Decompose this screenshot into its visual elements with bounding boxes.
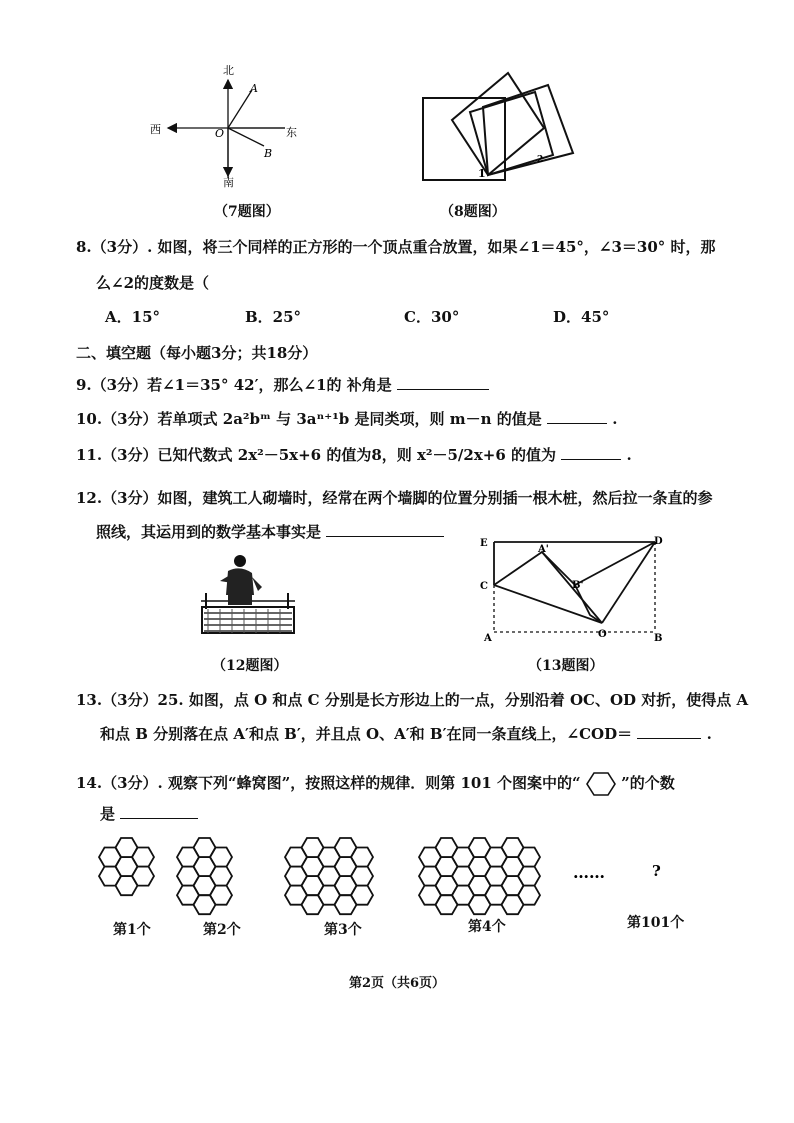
figure-7-caption: （7题图） <box>214 204 280 220</box>
question-9 <box>76 374 489 395</box>
question-9-answer-blank[interactable] <box>397 375 489 390</box>
vertex-a-label: A <box>484 633 492 644</box>
question-12-answer-blank[interactable] <box>326 522 444 537</box>
west-label: 西 <box>150 123 161 136</box>
vertex-o-label: O <box>598 629 607 640</box>
question-11: 11.（3分）已知代数式 2x²－5x+6 的值为8，则 x²－5/2x+6 的值为 . <box>76 446 632 464</box>
honeycomb-cell <box>210 867 232 886</box>
point-a-label: A <box>250 82 258 95</box>
angle-1-label: 1 <box>478 167 486 180</box>
question-14-line-1: 14.（3分）. 观察下列“蜂窝图”，按照这样的规律．则第 101 个图案中的“ ”的个数 <box>76 771 675 797</box>
question-10-text: 10.（3分）若单项式 2a²bᵐ 与 3aⁿ⁺¹b 是同类项，则 m－n 的值是 <box>76 410 542 428</box>
hexagon-icon <box>586 771 616 797</box>
honeycomb-cell <box>132 848 154 867</box>
figure-8-squares <box>420 65 580 185</box>
vertex-a-prime-label: A' <box>538 544 549 555</box>
honeycomb-caption-101: 第101个 <box>627 915 685 931</box>
question-11-answer-blank[interactable] <box>561 445 621 460</box>
question-12-line-2: 照线，其运用到的数学基本事实是 <box>96 521 444 542</box>
question-12-line-1: 12.（3分）如图，建筑工人砌墙时，经常在两个墙脚的位置分别插一根木桩，然后拉一条直的参 <box>76 489 713 507</box>
vertex-b-label: B <box>654 633 663 644</box>
question-14-line-2: 是 <box>100 803 198 824</box>
question-14-answer-blank[interactable] <box>120 804 198 819</box>
option-b: B．25° <box>245 308 302 326</box>
angle-2-label: 2 <box>537 155 544 165</box>
honeycomb-cell <box>518 867 540 886</box>
question-10: 10.（3分）若单项式 2a²bᵐ 与 3aⁿ⁺¹b 是同类项，则 m－n 的值是 . <box>76 410 618 428</box>
vertex-e-label: E <box>480 538 488 549</box>
question-8-line-1: 8.（3分）. 如图，将三个同样的正方形的一个顶点重合放置，如果∠1＝45°，∠3＝30° 时，那 <box>76 238 716 256</box>
honeycomb-caption-4: 第4个 <box>468 919 506 935</box>
vertex-b-prime-label: B' <box>572 580 584 591</box>
honeycomb-caption-3: 第3个 <box>324 922 362 938</box>
honeycomb-figures <box>90 826 710 918</box>
honeycomb-question-mark: ? <box>652 862 661 880</box>
question-8-line-2: 么∠2的度数是（ <box>96 274 210 292</box>
question-13-line-2: 和点 B 分别落在点 A′和点 B′，并且点 O、A′和 B′在同一条直线上，∠COD＝ . <box>100 725 712 743</box>
option-a: A．15° <box>105 308 161 326</box>
honeycomb-caption-2: 第2个 <box>203 922 241 938</box>
vertex-d-label: D <box>654 536 663 547</box>
page-footer: 第2页（共6页） <box>348 976 446 991</box>
question-13-line-1: 13.（3分）25. 如图，点 O 和点 C 分别是长方形边上的一点，分别沿着 OC、OD 对折，使得点 A <box>76 691 749 709</box>
question-10-answer-blank[interactable] <box>547 409 607 424</box>
honeycomb-caption-1: 第1个 <box>113 922 151 938</box>
figure-7-compass <box>140 58 310 193</box>
vertex-c-label: C <box>480 581 488 592</box>
honeycomb-cell <box>132 867 154 886</box>
point-o-label: O <box>215 127 225 140</box>
section-2-title: 二、填空题（每小题3分；共18分） <box>76 344 318 362</box>
honeycomb-cell <box>210 886 232 905</box>
figure-12-caption: （12题图） <box>212 658 288 674</box>
point-b-label: B <box>264 147 273 160</box>
figure-13-rectangle-fold <box>472 530 672 646</box>
figure-13-caption: （13题图） <box>528 658 604 674</box>
honeycomb-cell <box>351 848 373 867</box>
honeycomb-ellipsis: …… <box>573 863 605 882</box>
honeycomb-cell <box>210 848 232 867</box>
question-13-answer-blank[interactable] <box>637 724 701 739</box>
option-d: D．45° <box>553 308 610 326</box>
option-c: C．30° <box>404 308 460 326</box>
east-label: 东 <box>286 126 297 139</box>
figure-8-caption: （8题图） <box>440 204 506 220</box>
honeycomb-cell <box>351 886 373 905</box>
question-11-text: 11.（3分）已知代数式 2x²－5x+6 的值为8，则 x²－5/2x+6 的值为 <box>76 446 557 464</box>
north-label: 北 <box>223 64 234 77</box>
figure-12-worker-wall <box>198 553 298 638</box>
south-label: 南 <box>223 176 234 189</box>
honeycomb-cell <box>351 867 373 886</box>
honeycomb-cell <box>518 886 540 905</box>
honeycomb-cell <box>518 848 540 867</box>
question-9-text: 9.（3分）若∠1＝35° 42′，那么∠1的 补角是 <box>76 376 392 394</box>
